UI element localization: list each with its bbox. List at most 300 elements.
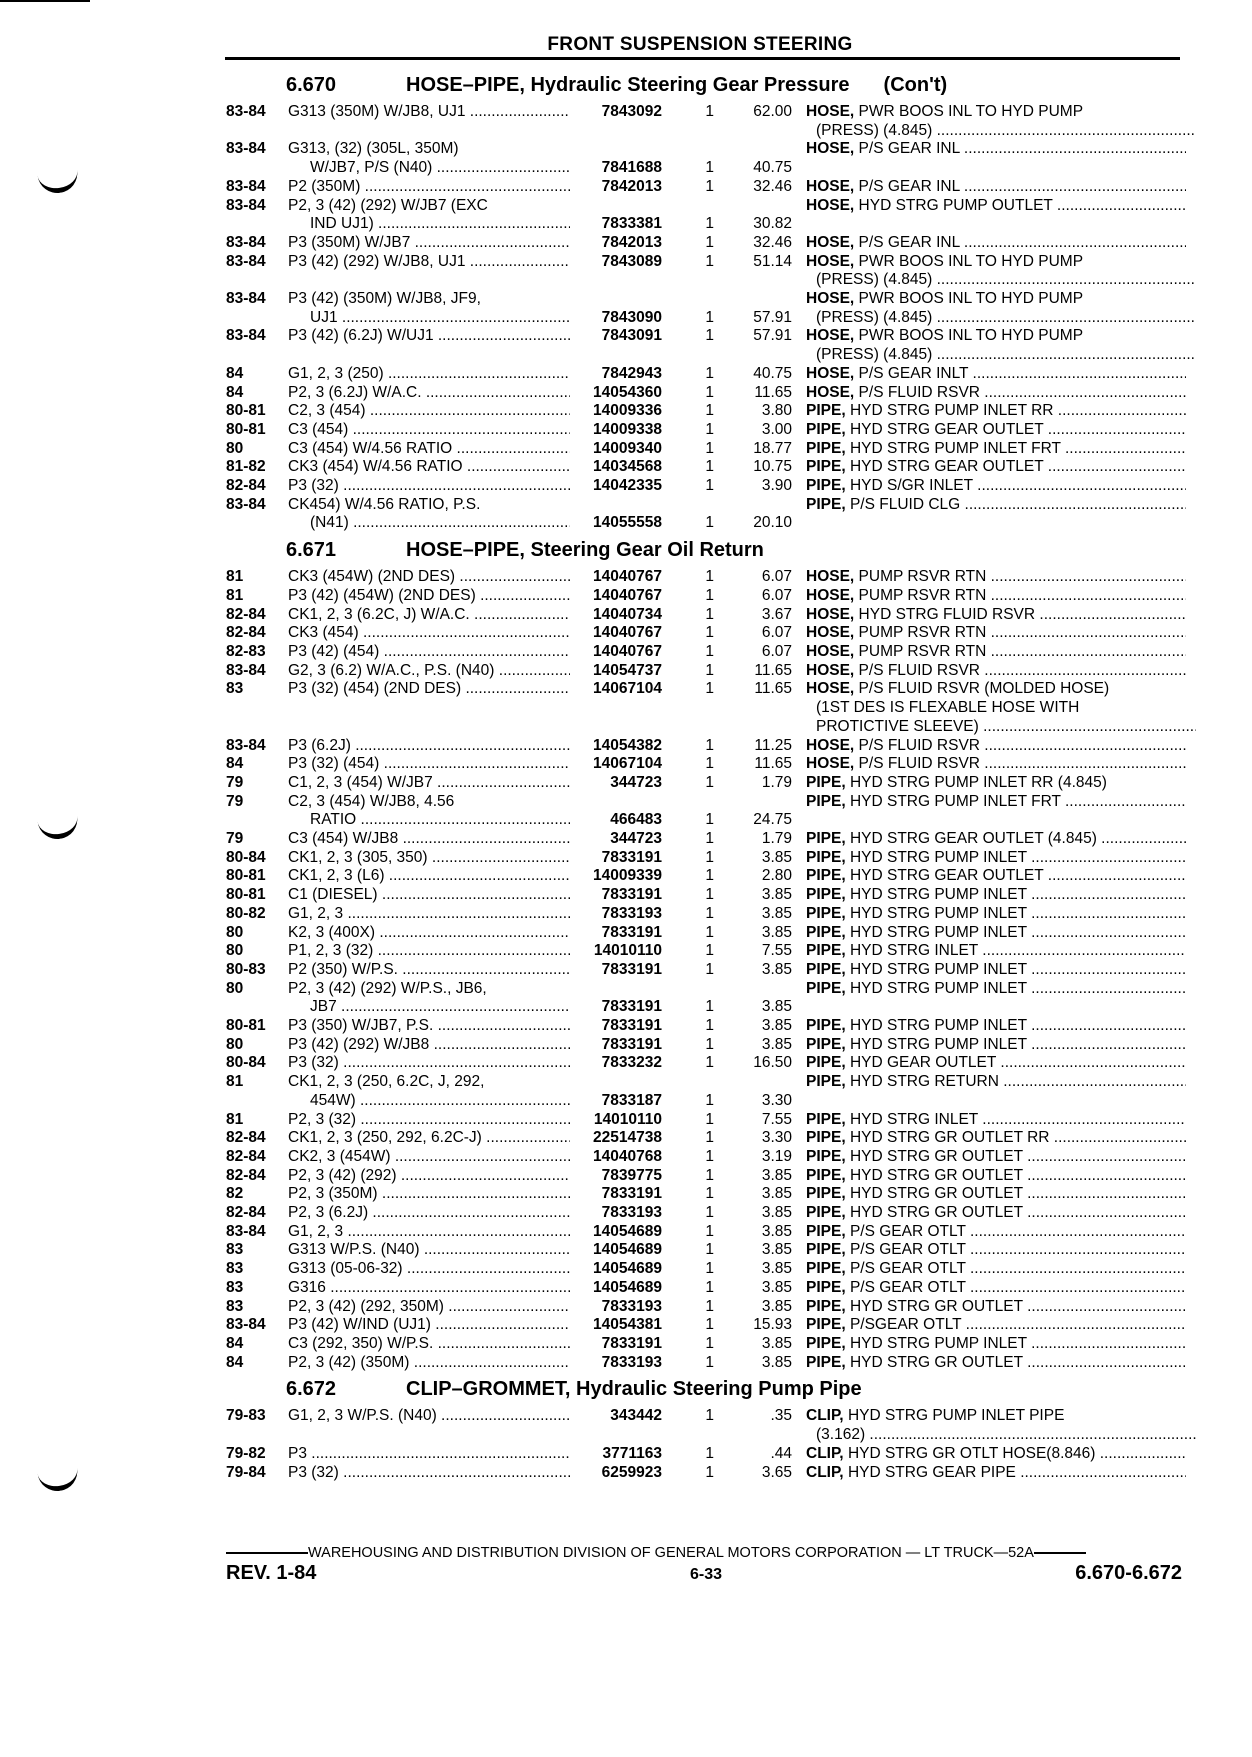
description-keyword: HOSE, [806,196,855,214]
year-range: 82-84 [226,1166,266,1184]
application-text: P3 (6.2J) ..... [288,737,570,754]
parts-row [226,440,1184,459]
application [288,1316,570,1335]
year-range: 83-84 [226,103,266,120]
application-text: P3 (42) (6.2J) W/UJ1 ..... [288,327,570,344]
binder-hole-mark [36,1457,80,1493]
parts-row-continued [226,1426,1184,1445]
parts-row [226,103,1184,122]
description-text: PUMP RSVR RTN ..... [859,587,1186,604]
quantity: 1 [705,755,714,773]
part-number [570,699,662,718]
application [288,568,570,587]
application-text: C3 (292, 350) W/P.S. ..... [288,1335,570,1352]
list-price: 57.91 [753,308,792,326]
description-text: HYD STRG PUMP INLET ..... [850,924,1186,941]
application-text: CK3 (454) W/4.56 RATIO ..... [288,458,570,475]
application-text: P3 (42) (454W) (2ND DES) ..... [288,587,570,604]
description-keyword: HOSE, [806,103,855,120]
quantity: 1 [705,923,714,941]
year-range: 83-84 [226,736,266,754]
quantity: 1 [705,327,714,345]
description-text: HYD STRG INLET ..... [850,1111,1186,1128]
description-keyword: PIPE, [806,1316,846,1334]
list-price [714,496,794,515]
list-price [714,699,794,718]
part-number: 7843089 [601,252,662,270]
list-price: 3.85 [761,1204,792,1222]
description [794,327,1186,346]
quantity: 1 [705,1353,714,1371]
list-price: 51.14 [753,252,792,270]
description-text: HYD STRG GEAR OUTLET ..... [850,458,1186,475]
description-text: HYD STRG PUMP INLET ..... [850,886,1186,903]
list-price: 3.85 [761,904,792,922]
description [794,309,1196,328]
quantity: 1 [705,1110,714,1128]
application [288,1073,570,1092]
description-text: P/S FLUID CLG ..... [850,496,1186,513]
application [288,606,570,625]
quantity: 1 [705,103,714,120]
list-price: 20.10 [753,514,792,532]
application [288,234,570,253]
quantity: 1 [705,998,714,1016]
list-price: 40.75 [753,159,792,177]
part-number [570,980,662,999]
quantity: 1 [705,1260,714,1278]
description-keyword: PIPE, [806,1054,846,1072]
application-text: G313 W/P.S. (N40) ..... [288,1241,570,1258]
application [288,440,570,459]
year-range: 79 [226,830,244,848]
description-text: PUMP RSVR RTN ..... [859,568,1186,585]
list-price: 11.65 [754,661,792,679]
part-number: 14040767 [593,586,662,604]
description-text: HYD STRG PUMP INLET FRT ..... [850,440,1186,457]
application [288,587,570,606]
description-keyword: PIPE, [806,458,846,476]
description-keyword: PIPE, [806,904,846,922]
part-number [570,197,662,216]
part-number: 14034568 [593,458,662,476]
year-range: 80 [226,1035,244,1053]
description [794,140,1186,159]
year-range: 83 [226,1297,244,1315]
parts-row [226,178,1184,197]
year-range: 84 [226,383,244,401]
list-price: 32.46 [753,177,792,195]
part-number [570,271,662,290]
year-range: 80 [226,979,244,997]
description-text: HYD STRG INLET ..... [850,942,1186,959]
application [288,1167,570,1186]
year-range: 82-83 [226,642,266,660]
list-price: .35 [770,1407,792,1425]
list-price: 10.75 [753,458,792,476]
year-range: 80-81 [226,867,266,885]
quantity: 1 [705,420,714,438]
quantity: 1 [705,848,714,866]
year-range: 83-84 [226,495,266,513]
application [288,886,570,905]
list-price: 3.67 [761,605,792,623]
description-text: HYD STRG GR OUTLET ..... [850,1354,1186,1371]
application-text: P3 ..... [288,1445,570,1462]
application [288,122,570,141]
description [794,1279,1186,1298]
list-price: 3.85 [761,848,792,866]
application-text: CK2, 3 (454W) ..... [288,1148,570,1165]
application [288,1054,570,1073]
description-text: P/S FLUID RSVR ..... [859,384,1186,401]
description-text: P/S GEAR INL ..... [859,140,1186,157]
application-text: P2, 3 (6.2J) W/A.C. ..... [288,384,570,401]
description [794,961,1186,980]
description-keyword: HOSE, [806,642,855,660]
quantity [662,290,714,309]
part-number: 343442 [610,1407,662,1425]
list-price: 11.25 [754,736,792,754]
year-range: 83-84 [226,233,266,251]
parts-row [226,1354,1184,1373]
section-title: HOSE–PIPE, Steering Gear Oil Return [406,539,764,562]
part-number: 7833191 [601,1017,662,1035]
application [288,384,570,403]
description-keyword: HOSE, [806,140,855,158]
description-keyword: PIPE, [806,867,846,885]
description-keyword: PIPE, [806,1147,846,1165]
year-range: 83 [226,1260,244,1278]
description-text: HYD STRG GR OTLT HOSE(8.846) ..... [848,1445,1186,1462]
application [288,1426,570,1445]
part-number: 14054381 [593,1316,662,1334]
description [794,402,1186,421]
quantity: 1 [705,1297,714,1315]
parts-row [226,197,1184,216]
year-range [226,159,288,178]
description [794,755,1186,774]
description [794,1036,1186,1055]
application-text: C2, 3 (454) W/JB8, 4.56 [288,792,455,810]
application [288,290,570,309]
quantity: 1 [705,960,714,978]
year-range [226,1426,288,1445]
description-text: HYD S/GR INLET ..... [850,477,1186,494]
application [288,1407,570,1426]
parts-row [226,402,1184,421]
list-price: 1.79 [761,830,792,848]
part-number [570,122,662,141]
application-text: P3 (32) ..... [288,1464,570,1481]
application-text: UJ1 ..... [288,309,570,326]
application-text: G1, 2, 3 W/P.S. (N40) ..... [288,1407,570,1424]
application [288,1464,570,1483]
description-text: HYD STRG PUMP INLET ..... [850,1017,1186,1034]
description [794,774,1186,793]
year-range: 82-84 [226,1204,266,1222]
description-keyword: PIPE, [806,495,846,513]
footer-division-line [226,1545,1184,1561]
application-text: P2, 3 (350M) ..... [288,1185,570,1202]
description-text: HYD STRG PUMP INLET ..... [850,1335,1186,1352]
part-number [570,1073,662,1092]
list-price: 3.80 [761,402,792,420]
description [794,1426,1196,1445]
parts-row-continued [226,122,1184,141]
parts-row [226,1316,1184,1335]
application [288,197,570,216]
application-text: CK1, 2, 3 (6.2C, J) W/A.C. ..... [288,606,570,623]
list-price: 30.82 [753,215,792,233]
application-text: P2, 3 (32) ..... [288,1111,570,1128]
quantity: 1 [705,364,714,382]
part-number: 7833381 [601,215,662,233]
part-number [570,793,662,812]
description-keyword: CLIP, [806,1407,844,1425]
description-keyword: HOSE, [806,383,855,401]
year-range: 79-83 [226,1407,266,1425]
year-range: 79 [226,792,244,810]
description-keyword: PIPE, [806,1185,846,1203]
page-header-title: FRONT SUSPENSION STEERING [547,34,853,55]
application [288,1260,570,1279]
quantity: 1 [705,605,714,623]
quantity [662,122,714,141]
year-range: 79 [226,773,244,791]
parts-row [226,1223,1184,1242]
description-text: (PRESS) (4.845) ..... [816,346,1196,363]
part-number: 466483 [610,811,662,829]
year-range: 81 [226,1110,244,1128]
application-text: CK1, 2, 3 (L6) ..... [288,867,570,884]
year-range: 81 [226,586,244,604]
year-range: 80 [226,439,244,457]
description [794,643,1186,662]
application [288,774,570,793]
list-price: 15.93 [753,1316,792,1334]
application [288,961,570,980]
year-range [226,514,288,533]
description [794,1129,1186,1148]
description-text: P/S FLUID RSVR (MOLDED HOSE) [858,680,1110,698]
quantity: 1 [705,942,714,960]
parts-row [226,1036,1184,1055]
description-text: PROTICTIVE SLEEVE) ..... [816,718,1196,735]
description-keyword: PIPE, [806,1166,846,1184]
quantity: 1 [705,159,714,177]
application [288,1036,570,1055]
description [794,662,1186,681]
quantity: 1 [705,1204,714,1222]
application [288,477,570,496]
section-title: HOSE–PIPE, Hydraulic Steering Gear Pressure [406,74,850,96]
description [794,737,1186,756]
list-price: 32.46 [753,233,792,251]
year-range: 83-84 [226,177,266,195]
application [288,624,570,643]
section-number: 6.672 [286,1378,337,1401]
description-keyword: PIPE, [806,942,846,960]
description [794,680,1186,699]
description [794,1185,1186,1204]
quantity: 1 [705,811,714,829]
description-text: HYD GEAR OUTLET ..... [850,1054,1186,1071]
description [794,346,1196,365]
corner-rule [0,0,90,2]
description-keyword: HOSE, [806,290,855,308]
year-range [226,811,288,830]
parts-row [226,384,1184,403]
parts-row [226,737,1184,756]
part-number: 7833191 [601,923,662,941]
description-text: P/S GEAR INL ..... [859,234,1186,251]
parts-row [226,1241,1184,1260]
application-text: JB7 ..... [288,998,570,1015]
header-rule [225,57,1180,60]
year-range [226,122,288,141]
list-price: 3.30 [761,1129,792,1147]
quantity: 1 [705,904,714,922]
application [288,942,570,961]
description [794,830,1186,849]
quantity: 1 [705,773,714,791]
description [794,1017,1186,1036]
description-keyword: PIPE, [806,1035,846,1053]
section-heading [226,533,1184,568]
application-text: P3 (32) ..... [288,477,570,494]
parts-row [226,1279,1184,1298]
part-number: 14040734 [593,605,662,623]
list-price: 3.85 [761,1017,792,1035]
year-range: 82 [226,1185,244,1203]
application-text: CK1, 2, 3 (250, 6.2C, J, 292, [288,1073,485,1091]
description [794,1204,1186,1223]
year-range: 80-81 [226,886,266,904]
section-title: CLIP–GROMMET, Hydraulic Steering Pump Pipe [406,1378,862,1401]
parts-row [226,905,1184,924]
part-number: 14042335 [593,477,662,495]
footer-rule-right [1034,1552,1086,1554]
application [288,514,570,533]
description [794,197,1186,216]
part-number: 7842013 [601,177,662,195]
application-text: P3 (32) (454) (2ND DES) ..... [288,680,570,697]
application [288,998,570,1017]
part-number: 7843091 [601,327,662,345]
year-range: 83-84 [226,1222,266,1240]
year-range: 82-84 [226,1147,266,1165]
description [794,606,1186,625]
list-price [714,197,794,216]
list-price: 3.85 [761,1222,792,1240]
application [288,849,570,868]
parts-row [226,830,1184,849]
parts-list [226,68,1184,1482]
part-number: 14054689 [593,1241,662,1259]
application [288,1354,570,1373]
application-text: P3 (42) (454) ..... [288,643,570,660]
parts-row [226,774,1184,793]
application [288,1148,570,1167]
parts-row [226,1054,1184,1073]
parts-row [226,606,1184,625]
application [288,1241,570,1260]
description [794,103,1186,122]
year-range: 80 [226,923,244,941]
part-number: 14040767 [593,642,662,660]
application-text: G316 ..... [288,1279,570,1296]
description [794,998,1186,1017]
application [288,793,570,812]
application [288,1279,570,1298]
list-price: 57.91 [753,327,792,345]
description [794,253,1186,272]
description [794,496,1186,515]
application [288,1092,570,1111]
description-text: PWR BOOS INL TO HYD PUMP [858,290,1084,308]
description [794,1407,1186,1426]
application [288,718,570,737]
part-number: 14040768 [593,1147,662,1165]
application [288,140,570,159]
application [288,811,570,830]
application [288,737,570,756]
list-price: 3.85 [761,1241,792,1259]
footer-revision: REV. 1-84 [226,1562,317,1584]
description-keyword: HOSE, [806,586,855,604]
description [794,942,1186,961]
part-number [570,140,662,159]
description [794,458,1186,477]
quantity: 1 [705,568,714,586]
application [288,924,570,943]
parts-row [226,496,1184,515]
application [288,159,570,178]
quantity [662,1426,714,1445]
description [794,215,1186,234]
description-text: HYD STRG GR OUTLET ..... [850,1298,1186,1315]
parts-row [226,1335,1184,1354]
description-text: PWR BOOS INL TO HYD PUMP [858,103,1084,120]
quantity: 1 [705,886,714,904]
application [288,1335,570,1354]
application-text: P3 (32) (454) ..... [288,755,570,772]
part-number: 14055558 [593,514,662,532]
parts-row [226,886,1184,905]
description-text: PUMP RSVR RTN ..... [859,624,1186,641]
description [794,980,1186,999]
binder-hole-mark [36,159,80,195]
year-range: 79-82 [226,1444,266,1462]
list-price: 24.75 [753,811,792,829]
application [288,421,570,440]
description [794,793,1186,812]
section-number: 6.670 [286,74,337,96]
description-keyword: PIPE, [806,923,846,941]
quantity: 1 [705,308,714,326]
parts-row-continued [226,514,1184,533]
application-text: P3 (32) ..... [288,1054,570,1071]
year-range: 84 [226,364,244,382]
description-text: HYD STRG PUMP INLET ..... [850,980,1186,997]
year-range: 80-81 [226,1017,266,1035]
description [794,1073,1186,1092]
year-range [226,215,288,234]
description-text: P/S GEAR OTLT ..... [850,1241,1186,1258]
application-text: P2, 3 (42) (292, 350M) ..... [288,1298,570,1315]
part-number: 14010110 [593,942,662,960]
